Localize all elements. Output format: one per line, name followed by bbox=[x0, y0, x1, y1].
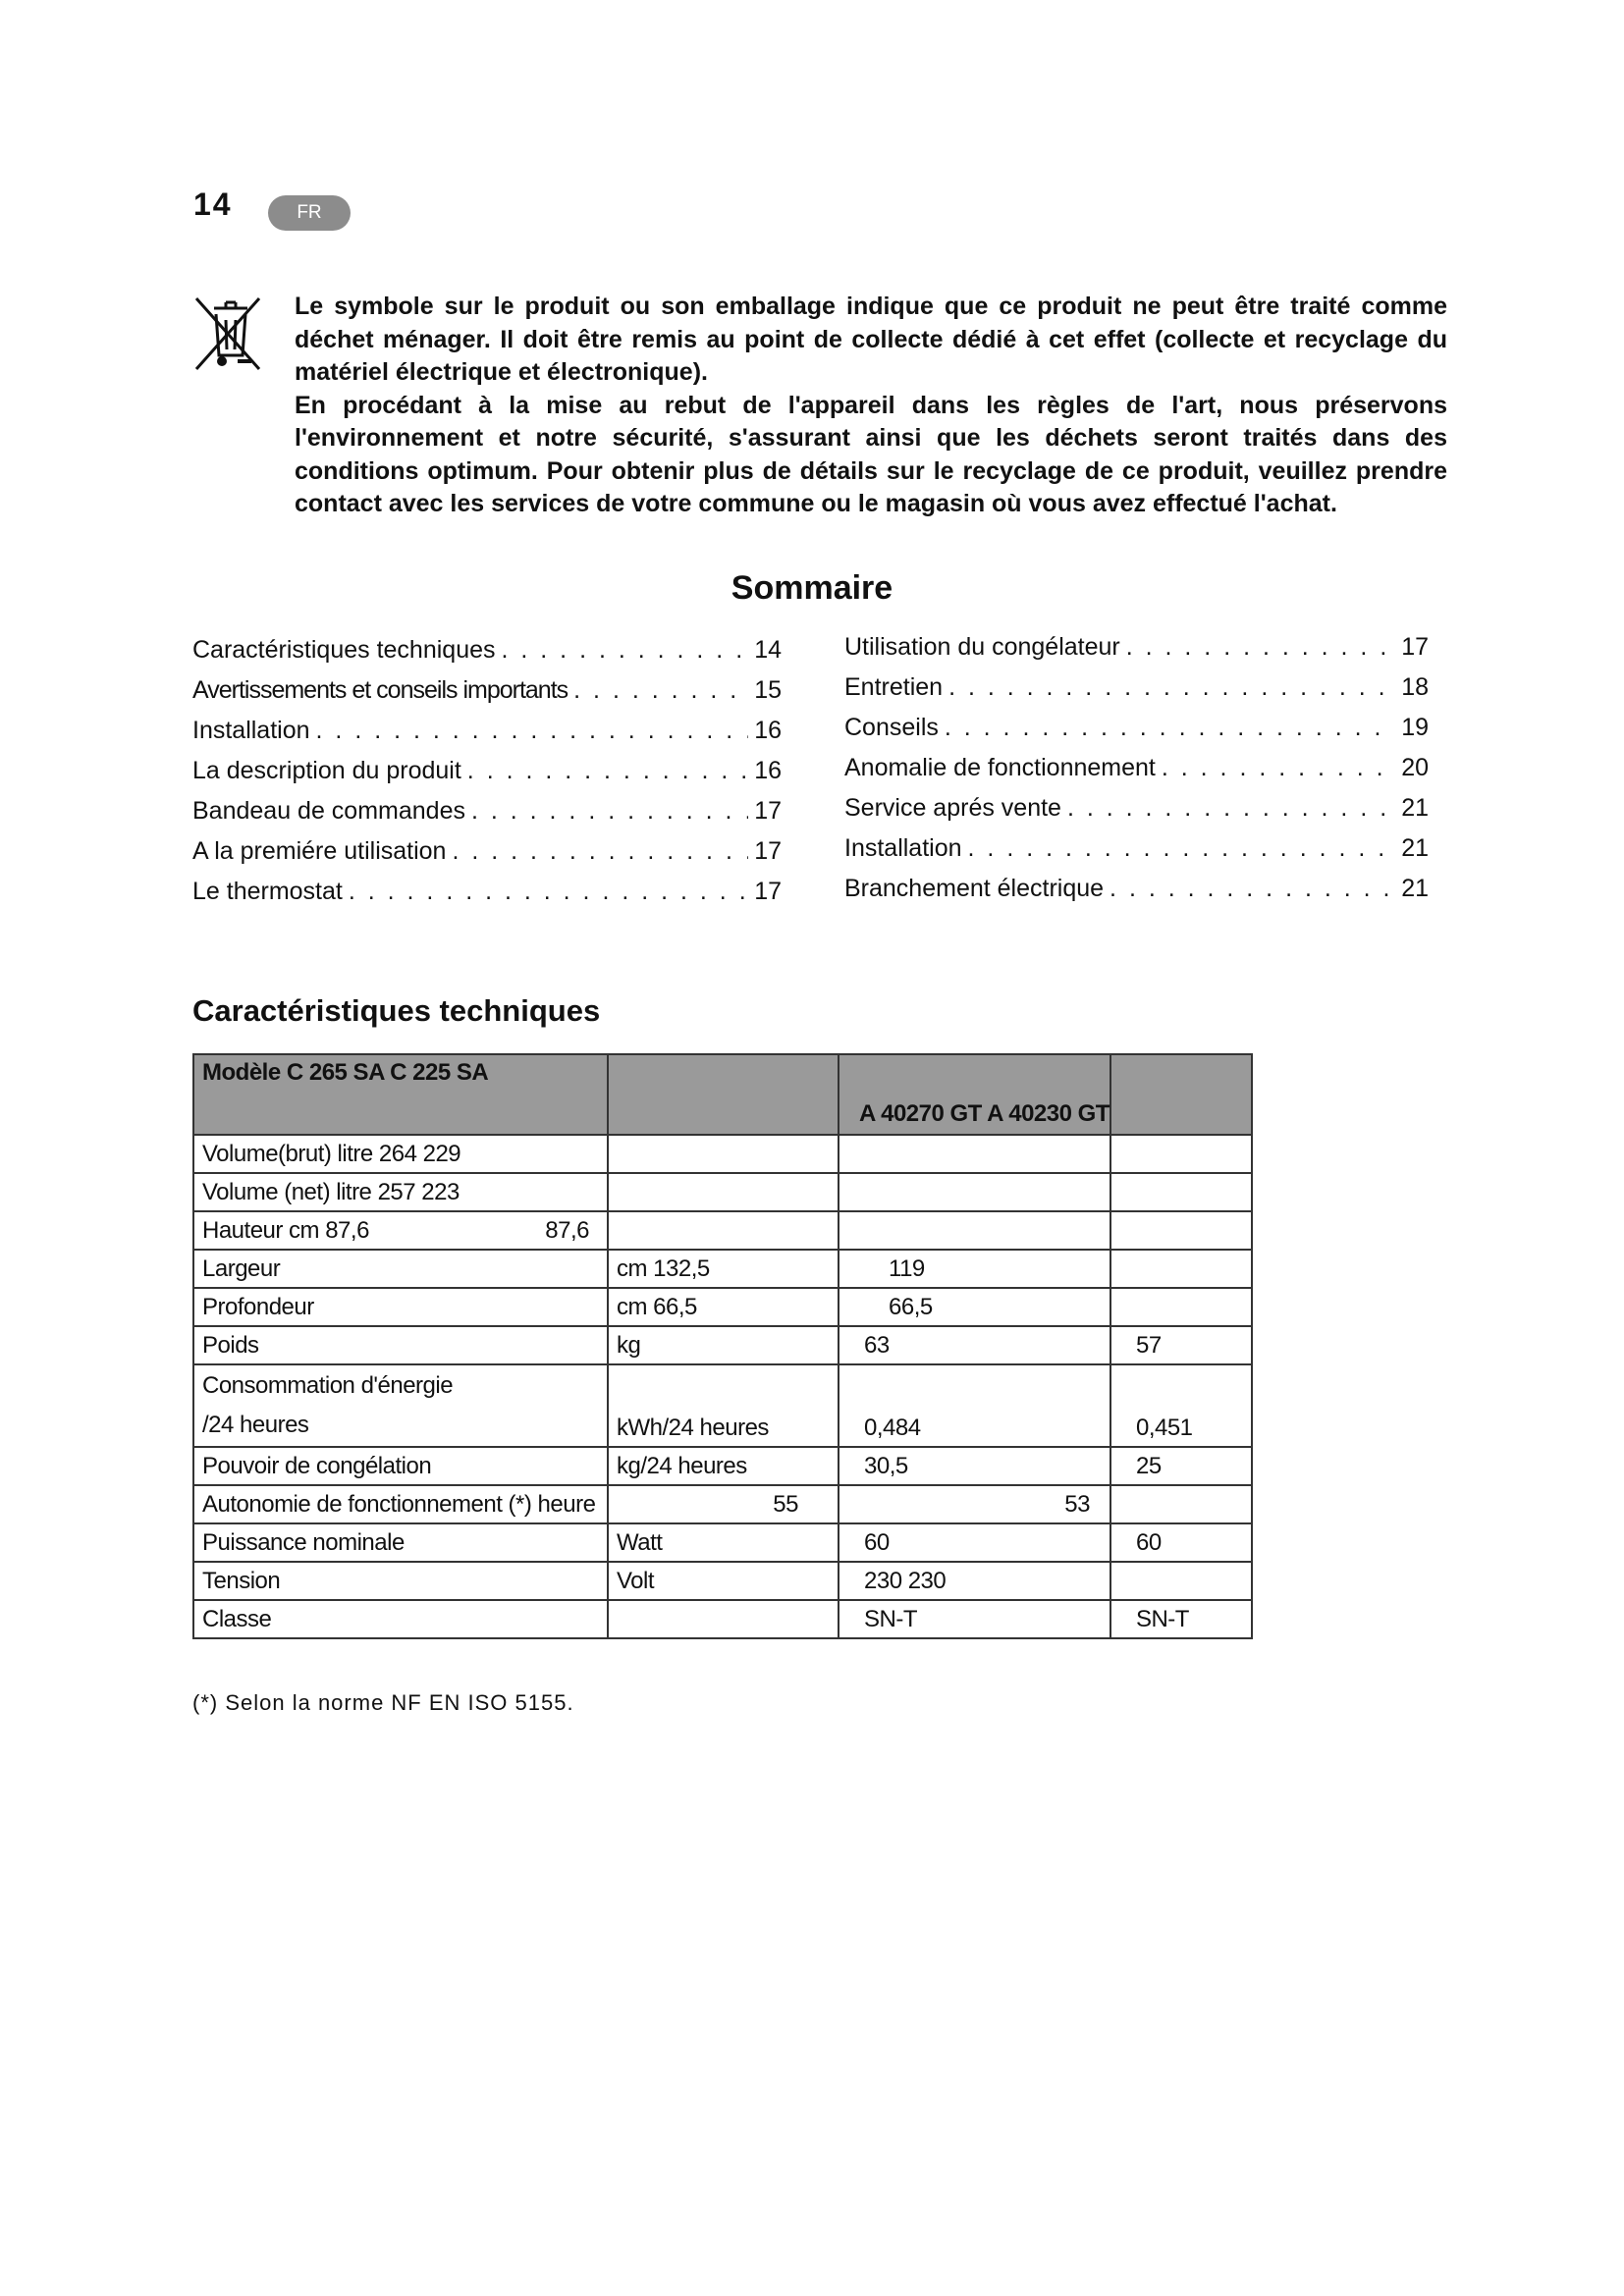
table-header-row bbox=[193, 1054, 1252, 1135]
model-header-cell: Modèle C 265 SA C 225 SA bbox=[193, 1054, 608, 1135]
toc-left-column bbox=[192, 636, 782, 918]
disposal-notice-paragraph-1: Le symbole sur le produit ou son emballage indique que ce produit ne peut être traité comme déchet ménager. Il doit être remis au point de collecte dédié à cet effet (collecte et recyclage du matériel électrique et électronique). bbox=[295, 293, 1447, 386]
toc-entry: Installation . . . 16 bbox=[192, 717, 782, 757]
toc-entry: Conseils . . . 19 bbox=[844, 714, 1429, 754]
specs-table bbox=[192, 1053, 1253, 1639]
model-header-cell: A 40270 GT A 40230 GT bbox=[839, 1054, 1110, 1135]
table-row: Largeur cm 132,5 119 bbox=[193, 1250, 1252, 1288]
toc-entry: A la premiére utilisation . . . 17 bbox=[192, 837, 782, 878]
toc-entry: Bandeau de commandes . . . 17 bbox=[192, 797, 782, 837]
toc-right-column bbox=[844, 633, 1429, 915]
table-row: Tension Volt 230 230 bbox=[193, 1562, 1252, 1600]
toc-entry: Avertissements et conseils importants . . . 15 bbox=[192, 676, 782, 717]
page-number: 14 bbox=[193, 187, 233, 222]
toc-entry: La description du produit . . . 16 bbox=[192, 757, 782, 797]
disposal-notice bbox=[295, 291, 1447, 521]
specs-title: Caractéristiques techniques bbox=[192, 993, 601, 1028]
table-row: Profondeur cm 66,5 66,5 bbox=[193, 1288, 1252, 1326]
toc-entry: Entretien . . . 18 bbox=[844, 673, 1429, 714]
toc-entry: Anomalie de fonctionnement . . . 20 bbox=[844, 754, 1429, 794]
disposal-notice-paragraph-2: En procédant à la mise au rebut de l'appareil dans les règles de l'art, nous préservons l'environnement et notre sécurité, s'assurant ainsi que les déchets seront traités dans des conditions optimum. Pour obtenir plus de détails sur le recyclage de ce produit, veuillez prendre contact avec les services de votre commune ou le magasin où vous avez effectué l'achat. bbox=[295, 391, 1447, 517]
table-row: Autonomie de fonctionnement (*) heure 55 53 bbox=[193, 1485, 1252, 1523]
crossed-out-wheelie-bin-icon bbox=[192, 294, 263, 377]
table-row: Volume(brut) litre 264 229 bbox=[193, 1135, 1252, 1173]
toc-entry: Branchement électrique . . . 21 bbox=[844, 875, 1429, 915]
toc-entry: Caractéristiques techniques . . . 14 bbox=[192, 636, 782, 676]
table-row: Poids kg 63 57 bbox=[193, 1326, 1252, 1364]
table-row: Classe SN-T SN-T bbox=[193, 1600, 1252, 1638]
toc-entry: Installation . . . 21 bbox=[844, 834, 1429, 875]
table-row: Consommation d'énergie /24 heures kWh/24 heures 0,484 0,451 bbox=[193, 1364, 1252, 1447]
table-row: Hauteur cm 87,6 87,6 bbox=[193, 1211, 1252, 1250]
language-badge: FR bbox=[268, 195, 351, 231]
table-row: Puissance nominale Watt 60 60 bbox=[193, 1523, 1252, 1562]
footnote: (*) Selon la norme NF EN ISO 5155. bbox=[192, 1690, 574, 1715]
table-row: Pouvoir de congélation kg/24 heures 30,5 25 bbox=[193, 1447, 1252, 1485]
toc-entry: Le thermostat . . . 17 bbox=[192, 878, 782, 918]
table-row: Volume (net) litre 257 223 bbox=[193, 1173, 1252, 1211]
toc-entry: Utilisation du congélateur . . . 17 bbox=[844, 633, 1429, 673]
toc-title: Sommaire bbox=[731, 569, 893, 607]
toc-entry: Service aprés vente . . . 21 bbox=[844, 794, 1429, 834]
